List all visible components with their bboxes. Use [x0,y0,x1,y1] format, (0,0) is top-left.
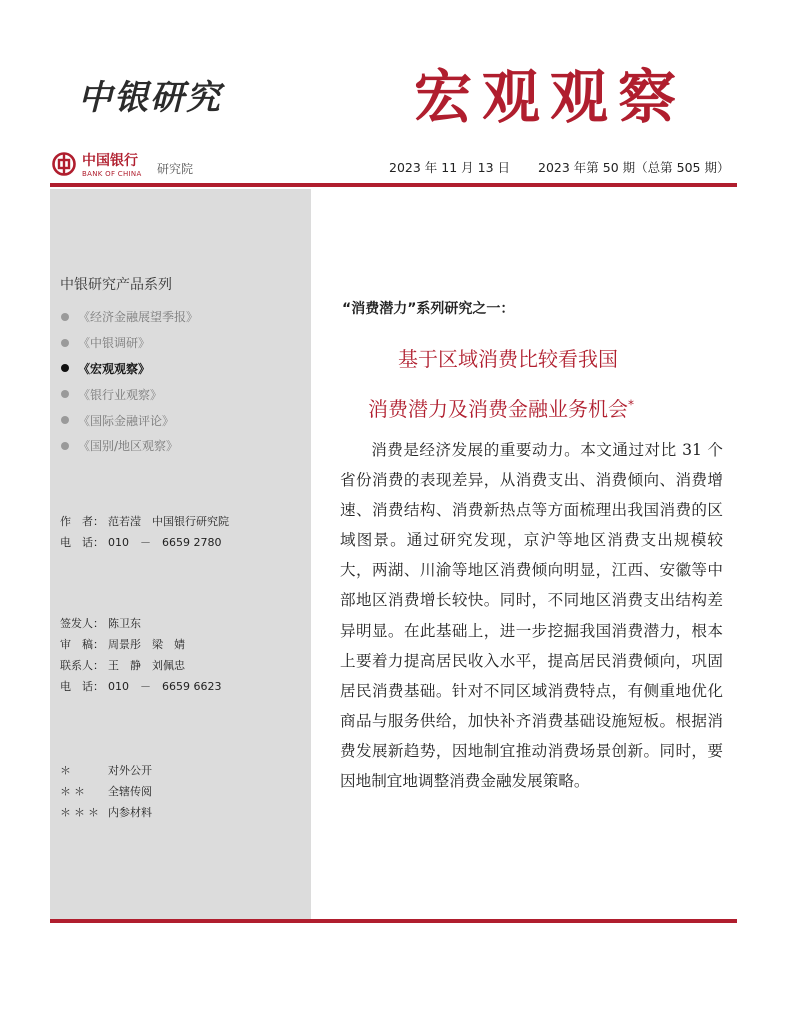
series-item[interactable]: 《国别/地区观察》 [60,433,198,459]
bank-name-en: BANK OF CHINA [82,170,142,178]
issue-number: 2023 年第 50 期（总第 505 期） [538,160,730,175]
bullet-icon [61,364,69,372]
author-phone-line: 电 话： 010 － 6659 2780 [60,536,222,549]
bullet-icon [61,442,69,450]
author-block [60,511,229,553]
classification-line: ＊＊＊ 内参材料 [60,806,152,819]
classification-block [60,760,152,823]
series-item[interactable]: 《经济金融展望季报》 [60,304,198,330]
bullet-icon [61,390,69,398]
series-item[interactable]: 《国际金融评论》 [60,407,198,433]
signer-line: 签发人： 陈卫东 [60,617,141,630]
bank-of-china-logo-icon [52,152,76,176]
issue-date: 2023 年 11 月 13 日 [389,160,510,175]
article-title-line-1: 基于区域消费比较看我国 [398,347,618,371]
series-item[interactable]: 《银行业观察》 [60,381,198,407]
bullet-icon [61,339,69,347]
contact-line: 联系人： 王 静 刘佩忠 [60,659,185,672]
bullet-icon [61,313,69,321]
editorial-block [60,613,221,697]
series-title: 中银研究产品系列 [60,277,172,293]
brand-script-logo: 中银研究 [78,78,222,118]
author-line: 作 者： 范若滢 中国银行研究院 [60,515,229,528]
bullet-icon [61,416,69,424]
institute-label: 研究院 [157,162,194,176]
footnote-mark: * [628,397,634,412]
contact-phone-line: 电 话： 010 － 6659 6623 [60,680,222,693]
classification-line: ＊ 对外公开 [60,764,152,777]
abstract-paragraph: 消费是经济发展的重要动力。本文通过对比 31 个省份消费的表现差异，从消费支出、消费倾向、消费增速、消费结构、消费新热点等方面梳理出我国消费的区域图景。通过研究发现，京沪等地区消费支出规模较大，两湖、川渝等地区消费倾向明显，江西、安徽等中部地区消费增长较快。同时，不同地区消费支出结构差异明显。在此基础上，进一步挖掘我国消费潜力，根本上要着力提高居民收入水平，提高居民消费倾向，巩固居民消费基础。针对不同区域消费特点，有侧重地优化商品与服务供给，加快补齐消费基础设施短板。根据消费发展新趋势，因地制宜推动消费场景创新。同时，要因地制宜地调整消费金融发展策略。 [340,441,723,791]
classification-line: ＊＊ 全辖传阅 [60,785,152,798]
publication-title: 宏观观察 [414,63,687,131]
article-title-line-2: 消费潜力及消费金融业务机会* [368,397,634,421]
reviewer-line: 审 稿： 周景彤 梁 婧 [60,638,185,651]
header-divider [50,183,737,187]
series-item[interactable]: 《中银调研》 [60,330,198,356]
series-item-active[interactable]: 《宏观观察》 [60,356,198,382]
footer-divider [50,919,737,923]
series-label: “消费潜力”系列研究之一： [342,301,515,317]
bank-name-cn: 中国银行 [82,153,138,169]
series-list [60,304,198,459]
